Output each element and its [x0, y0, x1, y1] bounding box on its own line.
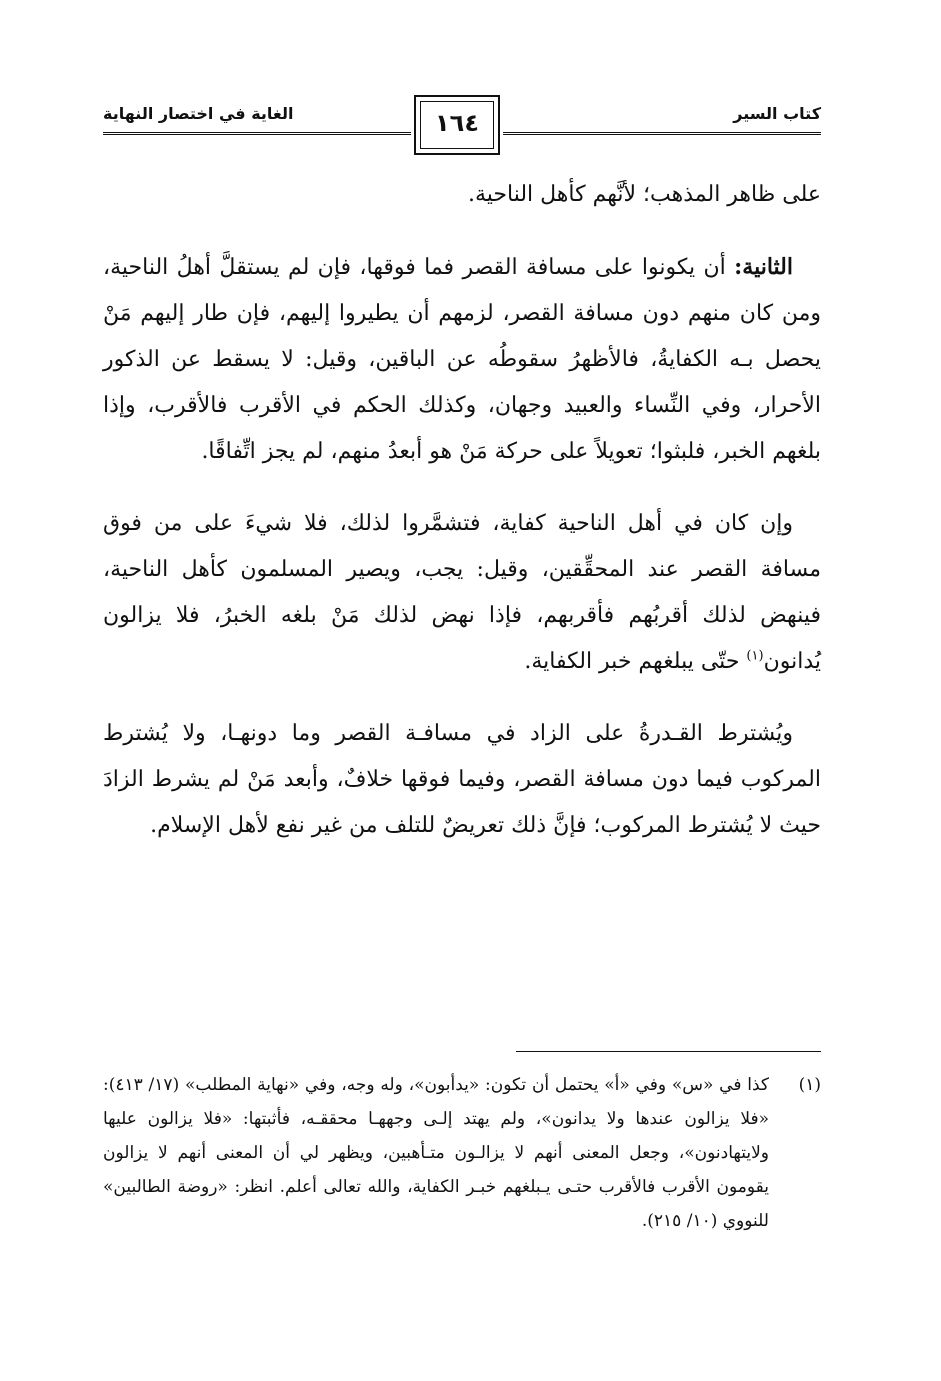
- footnote-divider: [516, 1051, 821, 1052]
- footnote-reference[interactable]: (١): [746, 648, 764, 664]
- paragraph-3-text: وإن كان في أهل الناحية كفاية، فتشمَّروا لذلك، فلا شيءَ على من فوق مسافة القصر عند المحقِّقين، وقيل: يجب، ويصير المسلمون كأهل الناحية، فينهض لذلك أقربُهم فأقربهم، فإذا نهض لذلك مَنْ بلغه الخبرُ، فلا يزالون يُدانون: [103, 511, 821, 674]
- page-number-box: [414, 95, 500, 155]
- paragraph-3: [103, 501, 821, 685]
- page-header: [103, 92, 821, 162]
- header-rule-right: [503, 132, 821, 135]
- footnote-number: (١): [798, 1075, 821, 1095]
- paragraph-3-tail: حتّى يبلغهم خبر الكفاية.: [524, 649, 747, 674]
- paragraph-1-text: على ظاهر المذهب؛ لأنَّهم كأهل الناحية.: [467, 182, 821, 207]
- footnote-text: كذا في «س» وفي «أ» يحتمل أن تكون: «يدأبون»، وله وجه، وفي «نهاية المطلب» (١٧/ ٤١٣): «فلا يزالون عندها ولا يدانون»، ولم يهتد إلـى وجههـا محققـه، فأثبتها: «فلا يزالون عليها ولايتهادنون»، وجعل المعنى أنهم لا يزالـون متـأهبين، ويظهر لي أن المعنى أنهم لا يزالون يقومون الأقرب فالأقرب حتـى يـبلغهم خبـر الكفاية، والله تعالى أعلم. انظر: «روضة الطالبين» للنووي (١٠/ ٢١٥).: [103, 1075, 769, 1231]
- paragraph-4: [103, 711, 821, 849]
- paragraph-1: [103, 172, 821, 218]
- header-rule-left: [103, 132, 411, 135]
- paragraph-2-lead: الثانية:: [734, 254, 793, 280]
- paragraph-2: [103, 244, 821, 475]
- paragraph-4-text: ويُشترط القـدرةُ على الزاد في مسافـة القصر وما دونهـا، ولا يُشترط المركوب فيما دون مسافة القصر، وفيما فوقها خلافٌ، وأبعد مَنْ لم يشرط الزادَ حيث لا يُشترط المركوب؛ فإنَّ ذلك تعريضٌ للتلف من غير نفع لأهل الإسلام.: [103, 721, 821, 838]
- page-number: ١٦٤: [435, 109, 479, 137]
- book-title: الغاية في اختصار النهاية: [103, 104, 294, 123]
- footnote: [103, 1068, 821, 1238]
- paragraph-2-text: أن يكونوا على مسافة القصر فما فوقها، فإن لم يستقلَّ أهلُ الناحية، ومن كان منهم دون مسافة القصر، لزمهم أن يطيروا إليهم، فإن طار إليهم مَنْ يحصل بـه الكفايةُ، فالأظهرُ سقوطُه عن الباقين، وقيل: لا يسقط عن الذكور الأحرار، وفي النِّساء والعبيد وجهان، وكذلك الحكم في الأقرب فالأقرب، وإذا بلغهم الخبر، فلبثوا؛ تعويلاً على حركة مَنْ هو أبعدُ منهم، لم يجز اتِّفاقًا.: [103, 255, 821, 464]
- chapter-title: كتاب السير: [733, 104, 821, 123]
- main-text: [103, 172, 821, 875]
